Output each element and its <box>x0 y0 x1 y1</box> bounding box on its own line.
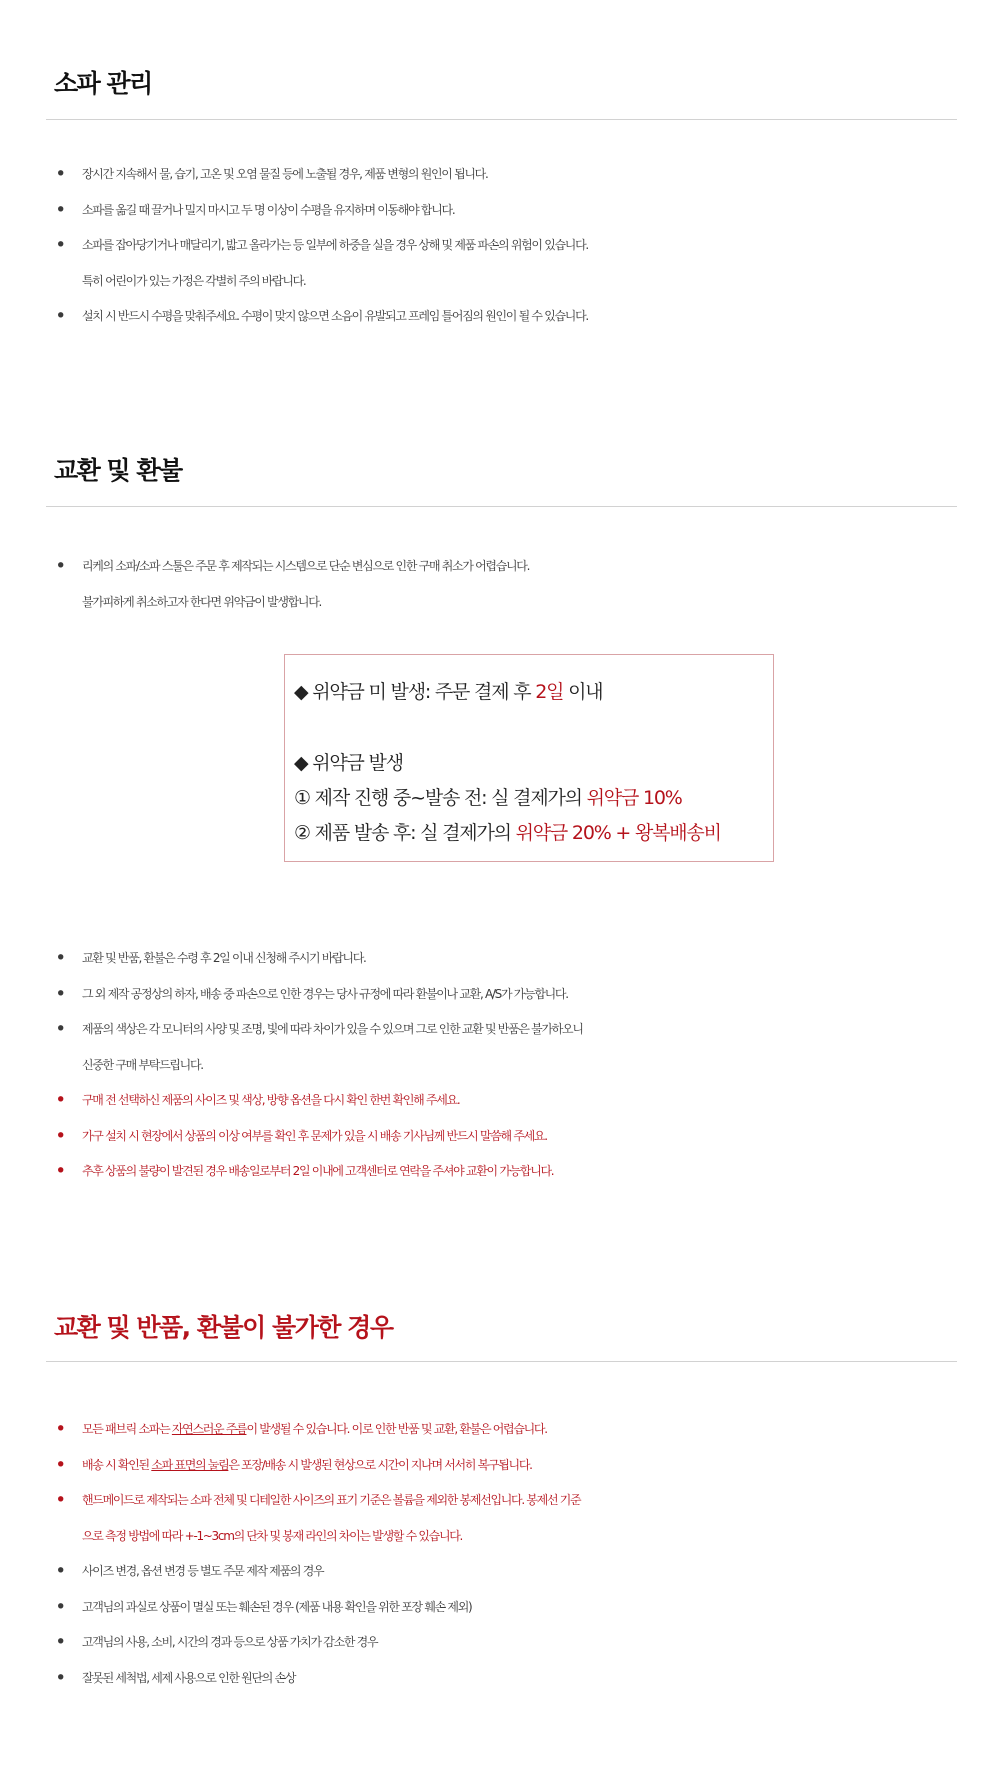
list-item <box>54 228 964 299</box>
list-item <box>54 299 964 335</box>
bullet-icon: • <box>55 1454 65 1476</box>
sofa-care-divider <box>46 119 957 120</box>
surface-press-text: 소파 표면의 눌림 <box>151 1457 229 1472</box>
exchange-refund-title: 교환 및 환불 <box>54 456 182 485</box>
not-allowed-item-6: 고객님의 사용, 소비, 시간의 경과 등으로 상품 가치가 감소한 경우 <box>82 1635 378 1649</box>
case1-label: ① 제작 진행 중~발송 전: 실 결제가의 <box>294 787 587 809</box>
list-item-line: 신중한 구매 부탁드립니다. <box>82 1057 203 1072</box>
list-item-line: 구매 전 선택하신 제품의 사이즈 및 색상, 방향 옵션을 다시 확인 한번 확인해 주세요. <box>82 1093 460 1107</box>
list-item-line: 소파를 옮길 때 끌거나 밀지 마시고 두 명 이상이 수평을 유지하며 이동해야 합니다. <box>82 202 455 217</box>
penalty-heading: ◆ 위약금 발생 <box>294 752 403 774</box>
list-item <box>54 1119 964 1155</box>
bullet-icon: • <box>55 1490 65 1511</box>
list-item <box>54 1448 964 1484</box>
bullet-icon: • <box>55 1090 65 1111</box>
not-allowed-item-4: 사이즈 변경, 옵션 변경 등 별도 주문 제작 제품의 경우 <box>82 1564 324 1578</box>
not-allowed-item-1 <box>82 1412 964 1448</box>
list-item-line: 제품의 색상은 각 모니터의 사양 및 조명, 빛에 따라 차이가 있을 수 있으며 그로 인한 교환 및 반품은 불가하오니 <box>82 1022 583 1036</box>
list-item <box>54 549 964 620</box>
no-penalty-label: ◆ 위약금 미 발생: 주문 결제 후 <box>294 681 536 703</box>
intro-line-2: 불가피하게 취소하고자 한다면 위약금이 발생합니다. <box>82 594 321 609</box>
not-allowed-item-3-line-2: 으로 측정 방법에 따라 +-1~3cm의 단차 및 봉재 라인의 차이는 발생할 수 있습니다. <box>82 1528 463 1543</box>
case2-value: 위약금 20% + 왕복배송비 <box>515 822 721 844</box>
list-item-line: 그 외 제작 공정상의 하자, 배송 중 파손으로 인한 경우는 당사 규정에 따라 환불이나 교환, A/S가 가능합니다. <box>82 986 568 1001</box>
list-item <box>54 1483 964 1554</box>
not-allowed-title: 교환 및 반품, 환불이 불가한 경우 <box>54 1313 393 1342</box>
list-item <box>54 1625 964 1661</box>
list-item <box>54 1412 964 1448</box>
not-allowed-divider <box>46 1361 957 1362</box>
no-penalty-suffix: 이내 <box>563 681 603 703</box>
penalty-case-1 <box>294 783 682 810</box>
list-item <box>54 1554 964 1590</box>
list-item <box>54 1012 964 1083</box>
bullet-icon: • <box>55 164 65 185</box>
no-penalty-days: 2일 <box>535 681 564 703</box>
natural-wrinkle-text: 자연스러운 주름 <box>171 1422 247 1436</box>
list-item <box>54 1590 964 1626</box>
list-item <box>54 157 964 193</box>
case1-value: 위약금 10% <box>586 787 682 809</box>
not-allowed-item-3-line-1: 핸드메이드로 제작되는 소파 전체 및 디테일한 사이즈의 표기 기준은 볼륨을 제외한 봉제선입니다. 봉제선 기준 <box>82 1493 581 1507</box>
penalty-case-2 <box>294 818 721 845</box>
bullet-icon: • <box>55 1125 65 1147</box>
list-item-line: 추후 상품의 불량이 발견된 경우 배송일로부터 2일 이내에 고객센터로 연락을 주셔야 교환이 가능합니다. <box>82 1164 554 1178</box>
list-item <box>54 941 964 977</box>
case2-label: ② 제품 발송 후: 실 결제가의 <box>294 822 516 844</box>
item2-prefix: 배송 시 확인된 <box>82 1457 152 1472</box>
exchange-refund-list <box>54 941 964 1190</box>
item2-suffix: 은 포장/배송 시 발생된 현상으로 시간이 지나며 서서히 복구됩니다. <box>228 1457 532 1472</box>
bullet-icon: • <box>55 1596 65 1618</box>
list-item <box>54 1083 964 1119</box>
sofa-care-list <box>54 157 964 335</box>
list-item <box>54 977 964 1013</box>
not-allowed-list <box>54 1412 964 1696</box>
bullet-icon: • <box>55 983 65 1005</box>
exchange-intro-list <box>54 549 964 620</box>
bullet-icon: • <box>55 199 65 221</box>
intro-line-1: 리케의 소파/소파 스툴은 주문 후 제작되는 시스템으로 단순 변심으로 인한 구매 취소가 어렵습니다. <box>82 559 530 573</box>
bullet-icon: • <box>55 1419 65 1440</box>
no-penalty-row <box>294 677 602 704</box>
penalty-notice-box <box>284 654 774 862</box>
list-item-line: 교환 및 반품, 환불은 수령 후 2일 이내 신청해 주시기 바랍니다. <box>82 951 366 965</box>
list-item-line: 설치 시 반드시 수평을 맞춰주세요. 수평이 맞지 않으면 소음이 유발되고 프레임 틀어짐의 원인이 될 수 있습니다. <box>82 309 588 323</box>
list-item <box>54 1154 964 1190</box>
not-allowed-item-2 <box>82 1448 964 1484</box>
bullet-icon: • <box>55 948 65 969</box>
bullet-icon: • <box>55 1161 65 1182</box>
exchange-refund-divider <box>46 506 957 507</box>
bullet-icon: • <box>55 306 65 327</box>
bullet-icon: • <box>55 1667 65 1689</box>
bullet-icon: • <box>55 1019 65 1040</box>
list-item-line: 장시간 지속해서 물, 습기, 고온 및 오염 물질 등에 노출될 경우, 제품 변형의 원인이 됩니다. <box>82 167 488 181</box>
list-item <box>54 1661 964 1697</box>
bullet-icon: • <box>55 556 65 577</box>
bullet-icon: • <box>55 1632 65 1653</box>
item1-prefix: 모든 패브릭 소파는 <box>82 1422 172 1436</box>
bullet-icon: • <box>55 235 65 256</box>
list-item-line: 소파를 잡아당기거나 매달리기, 밟고 올라가는 등 일부에 하중을 실을 경우 상해 및 제품 파손의 위험이 있습니다. <box>82 238 588 252</box>
item1-suffix: 이 발생될 수 있습니다. 이로 인한 반품 및 교환, 환불은 어렵습니다. <box>246 1422 547 1436</box>
sofa-care-title: 소파 관리 <box>54 69 152 98</box>
list-item-line: 특히 어린이가 있는 가정은 각별히 주의 바랍니다. <box>82 273 306 288</box>
not-allowed-item-7: 잘못된 세척법, 세제 사용으로 인한 원단의 손상 <box>82 1670 296 1685</box>
bullet-icon: • <box>55 1561 65 1582</box>
list-item <box>54 193 964 229</box>
list-item-line: 가구 설치 시 현장에서 상품의 이상 여부를 확인 후 문제가 있을 시 배송 기사님께 반드시 말씀해 주세요. <box>82 1128 547 1143</box>
not-allowed-item-5: 고객님의 과실로 상품이 멸실 또는 훼손된 경우 (제품 내용 확인을 위한 포장 훼손 제외) <box>82 1599 472 1614</box>
